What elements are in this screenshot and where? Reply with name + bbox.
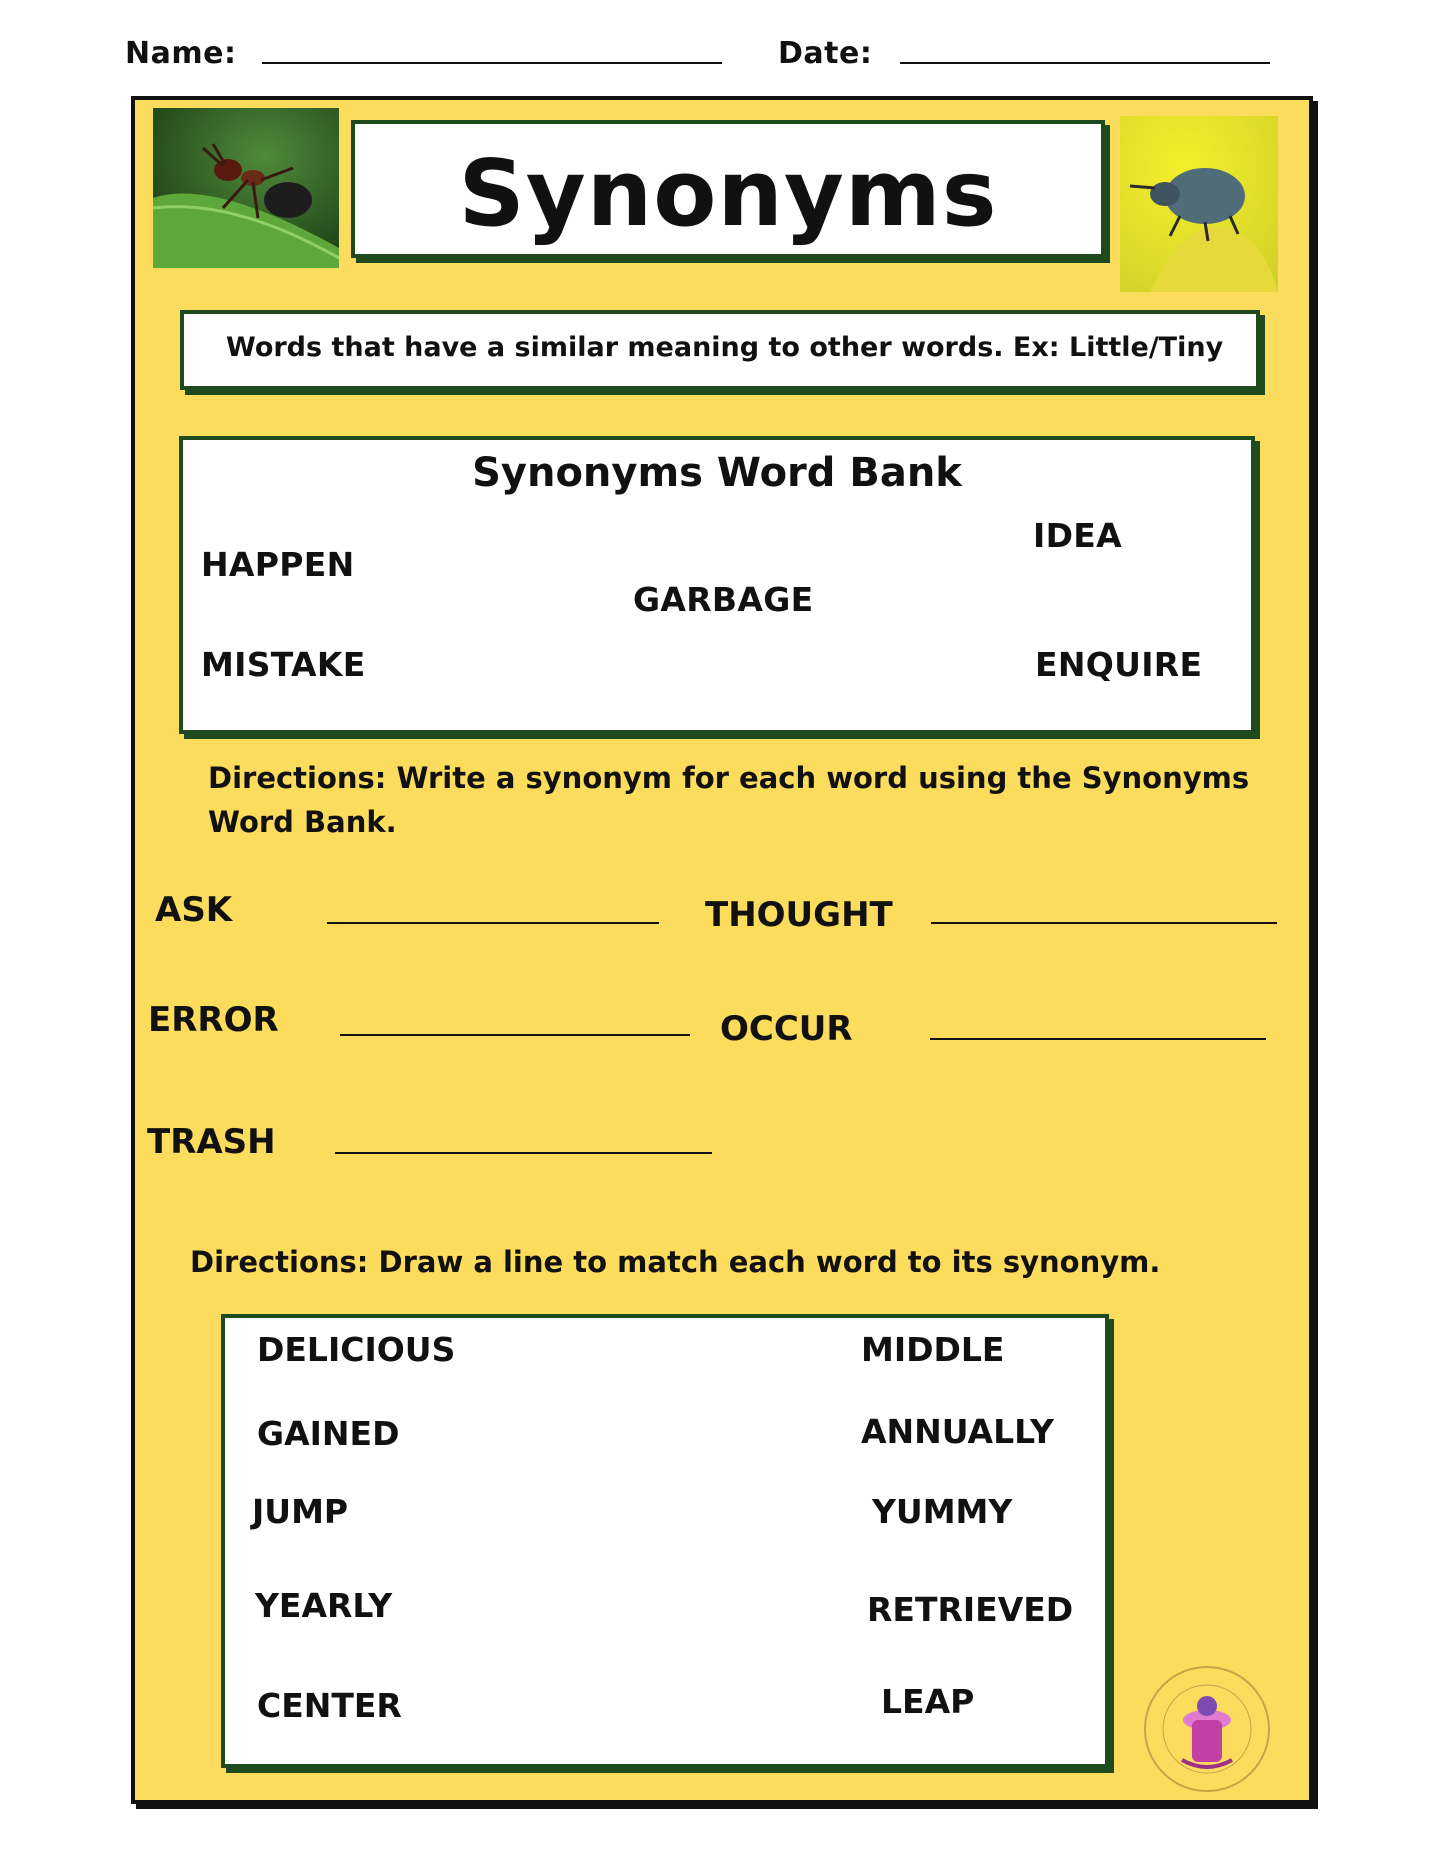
match-left-jump[interactable]: JUMP (252, 1492, 349, 1531)
page-title: Synonyms (458, 140, 998, 247)
word-occur: OCCUR (720, 1009, 853, 1049)
ant-photo (153, 108, 339, 268)
match-right-annually[interactable]: ANNUALLY (861, 1412, 1054, 1451)
worksheet-panel (131, 96, 1313, 1804)
word-bank-box (179, 436, 1255, 734)
word-ask: ASK (155, 890, 233, 930)
matching-box (221, 1314, 1109, 1768)
name-line[interactable] (262, 62, 722, 64)
answer-line-error[interactable] (340, 1034, 690, 1036)
bank-word-mistake: MISTAKE (201, 645, 366, 684)
word-thought: THOUGHT (705, 895, 893, 935)
word-trash: TRASH (147, 1122, 276, 1162)
directions-match: Directions: Draw a line to match each word to its synonym. (190, 1245, 1161, 1279)
definition-box (180, 310, 1260, 390)
match-right-yummy[interactable]: YUMMY (872, 1492, 1013, 1531)
beetle-photo (1120, 116, 1278, 292)
match-left-delicious[interactable]: DELICIOUS (257, 1330, 456, 1369)
match-left-yearly[interactable]: YEARLY (255, 1586, 393, 1625)
date-line[interactable] (900, 62, 1270, 64)
match-left-gained[interactable]: GAINED (257, 1414, 400, 1453)
match-right-leap[interactable]: LEAP (881, 1682, 975, 1721)
directions-write-line1: Directions: Write a synonym for each word using the Synonyms (208, 761, 1250, 795)
boutique-logo (1142, 1664, 1272, 1794)
match-right-middle[interactable]: MIDDLE (861, 1330, 1005, 1369)
answer-line-occur[interactable] (930, 1038, 1266, 1040)
word-bank-title: Synonyms Word Bank (472, 450, 962, 496)
title-box (351, 120, 1105, 258)
answer-line-thought[interactable] (931, 922, 1277, 924)
name-label: Name: (125, 36, 237, 71)
word-error: ERROR (148, 1000, 279, 1040)
directions-write-line2: Word Bank. (208, 805, 397, 839)
definition-text: Words that have a similar meaning to other words. Ex: Little/Tiny (226, 332, 1224, 363)
directions-write (208, 756, 1249, 844)
match-right-retrieved[interactable]: RETRIEVED (867, 1590, 1074, 1629)
answer-line-ask[interactable] (327, 922, 659, 924)
date-label: Date: (778, 36, 873, 71)
bank-word-garbage: GARBAGE (633, 580, 814, 619)
bank-word-idea: IDEA (1033, 516, 1122, 555)
bank-word-enquire: ENQUIRE (1035, 645, 1203, 684)
match-left-center[interactable]: CENTER (257, 1686, 402, 1725)
answer-line-trash[interactable] (335, 1152, 712, 1154)
bank-word-happen: HAPPEN (201, 545, 355, 584)
